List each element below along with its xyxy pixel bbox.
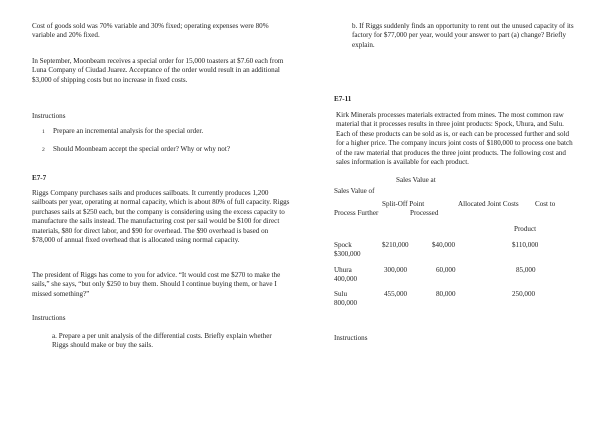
paragraph-riggs-company: Riggs Company purchases sails and produces sailboats. It currently produces 1,200 sailboats per year, operating at normal capacity, which is about 80% of full capacity. Riggs purchases sails at $250 each, but the company is considering using the excess capacity to manufacture the sails instead. The manufacturing cost per sail would be $100 for direct materials, $80 for direct labor, and $90 for overhead. The $90 overhead is based on $78,000 of annual fixed overhead that is allocated using normal capacity. bbox=[32, 189, 290, 245]
instructions-label: Instructions bbox=[32, 112, 66, 120]
exercise-heading-e7-7: E7-7 bbox=[32, 174, 47, 182]
row-processed-value: $300,000 bbox=[334, 250, 361, 259]
paragraph-special-order: In September, Moonbeam receives a special order for 15,000 toasters at $7.60 each from Luna Company of Ciudad Juarez. Acceptance of the order would result in an additional $3,000 of shipping costs but no increase in fixed costs. bbox=[32, 57, 284, 84]
row-product-name: Spock bbox=[334, 241, 352, 249]
instruction-item-a: a. Prepare a per unit analysis of the differential costs. Briefly explain whether Riggs should make or buy the sails. bbox=[52, 332, 272, 350]
item-text: Should Moonbeam accept the special order? Why or why not? bbox=[53, 145, 230, 153]
header-allocated-joint-costs: Allocated Joint Costs bbox=[458, 200, 519, 208]
paragraph-riggs-president: The president of Riggs has come to you for advice. “It would cost me $270 to make the sails,” she says, “but only $250 to buy them. Should I continue buying them, or have I missed something?” bbox=[32, 271, 281, 298]
table-row bbox=[334, 241, 578, 263]
row-allocated-cost: 80,000 bbox=[436, 290, 456, 298]
row-allocated-cost: 60,000 bbox=[436, 266, 456, 274]
header-cost-to: Cost to bbox=[535, 200, 556, 208]
row-cost-to-process: $110,000 bbox=[512, 241, 539, 249]
row-cost-to-process: 85,000 bbox=[516, 266, 536, 274]
row-processed-value: 400,000 bbox=[334, 275, 358, 284]
row-split-off-value: $210,000 bbox=[382, 241, 409, 249]
row-allocated-cost: $40,000 bbox=[432, 241, 456, 249]
table-header-sales-value-of: Sales Value of bbox=[334, 187, 375, 195]
header-processed: Processed bbox=[410, 209, 439, 217]
row-product-name: Uhura bbox=[334, 266, 352, 274]
row-cost-to-process: 250,000 bbox=[512, 290, 536, 298]
instruction-item-2 bbox=[42, 145, 290, 155]
item-number: 2 bbox=[42, 147, 45, 153]
instruction-item-1 bbox=[42, 127, 290, 137]
instruction-item-b: b. If Riggs suddenly finds an opportunity to rent out the unused capacity of its factory for $77,000 per year, would your answer to part (a) change? Briefly explain. bbox=[352, 22, 574, 49]
row-product-name: Sulu bbox=[334, 290, 348, 298]
exercise-heading-e7-11: E7-11 bbox=[334, 95, 352, 103]
instructions-label: Instructions bbox=[32, 314, 66, 322]
instructions-label: Instructions bbox=[334, 334, 368, 342]
table-row bbox=[334, 290, 578, 312]
row-processed-value: 800,000 bbox=[334, 299, 358, 308]
item-text: Prepare an incremental analysis for the special order. bbox=[53, 127, 204, 135]
paragraph-kirk-minerals: Kirk Minerals processes materials extracted from mines. The most common raw material that it processes results in three joint products: Spock, Uhura, and Sulu. Each of these products can be sold as is, or each can be processed further and sold for a higher price. The company incurs joint costs of $180,000 to process one batch of the raw material that produces the three joint products. The following cost and sales information is available for each product. bbox=[336, 111, 573, 167]
table-header-sales-value-at: Sales Value at bbox=[396, 176, 436, 184]
item-number: 1 bbox=[42, 129, 45, 135]
table-row bbox=[334, 266, 578, 288]
header-process-further: Process Further bbox=[334, 209, 379, 217]
paragraph-cost-of-goods: Cost of goods sold was 70% variable and 30% fixed; operating expenses were 80% variable and 20% fixed. bbox=[32, 22, 269, 40]
row-split-off-value: 455,000 bbox=[384, 290, 408, 298]
header-split-off: Split-Off Point bbox=[382, 200, 425, 208]
table-header-row-2 bbox=[334, 209, 578, 219]
header-product: Product bbox=[514, 225, 537, 233]
row-split-off-value: 300,000 bbox=[384, 266, 408, 274]
